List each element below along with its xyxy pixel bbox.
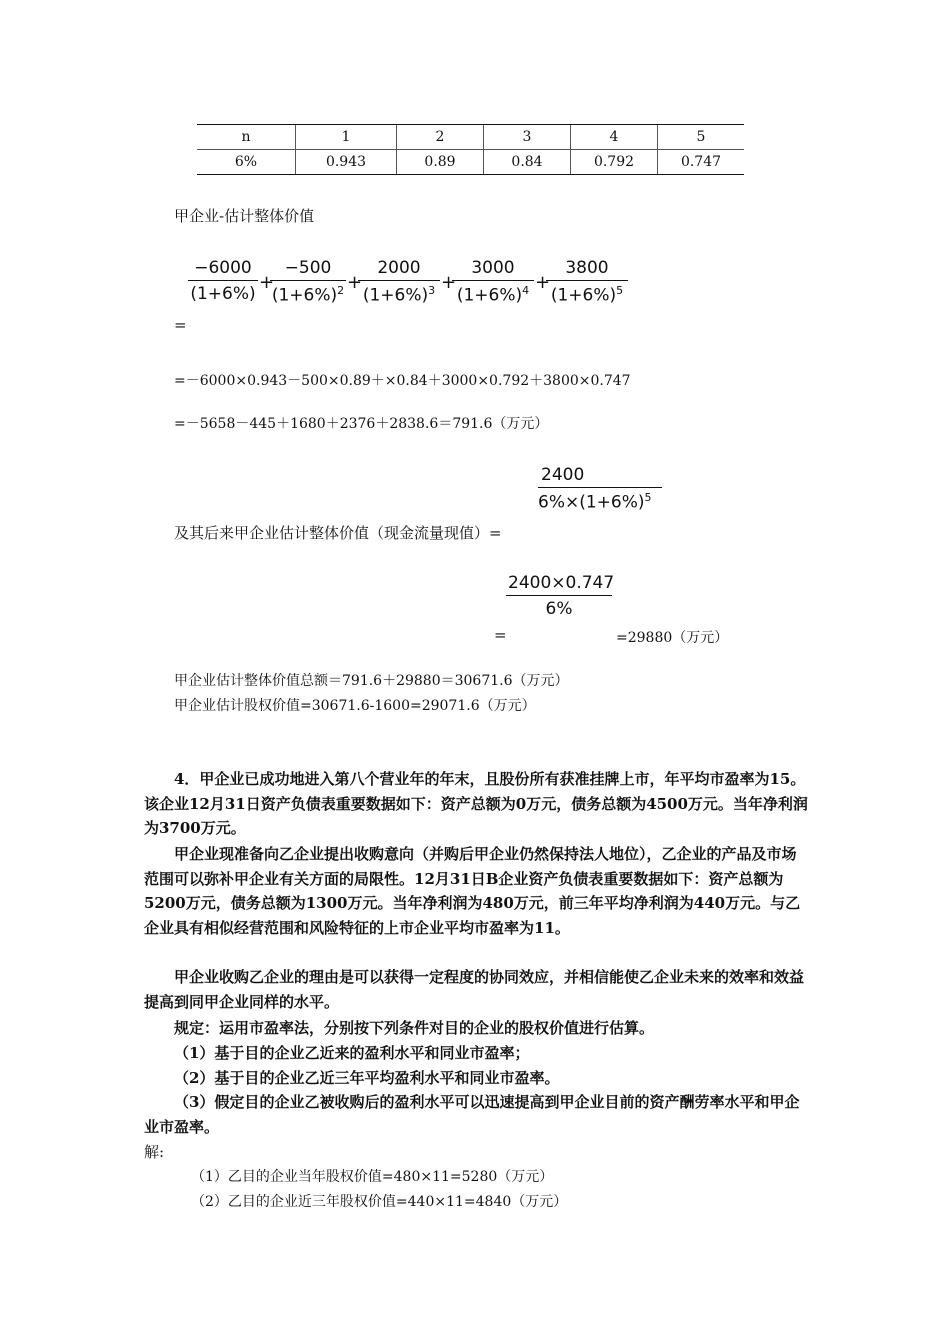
exponent: 3: [428, 284, 436, 297]
denominator-text: (1+6%): [550, 285, 617, 306]
fraction-term-3: [358, 258, 440, 306]
fraction-term-4: [452, 258, 534, 306]
denominator-text: (1+6%): [190, 284, 256, 304]
terminal-value-result: =29880（万元）: [616, 630, 729, 646]
fraction-denominator: [452, 280, 534, 306]
equals-sign: =: [494, 626, 507, 644]
discount-factor-table: [197, 124, 744, 175]
table-cell: n: [197, 125, 296, 150]
table-cell: 0.792: [571, 150, 658, 175]
denominator-text: (1+6%): [362, 285, 429, 306]
answer-1: （1）乙目的企业当年股权价值=480×11=5280（万元）: [191, 1169, 554, 1185]
terminal-value-fraction: [538, 465, 662, 513]
table-row: [197, 150, 744, 175]
question-4-requirement: 规定：运用市盈率法，分别按下列条件对目的企业的股权价值进行估算。: [174, 1019, 655, 1037]
exponent: 4: [522, 284, 530, 297]
solution-label: 解:: [144, 1143, 165, 1161]
fraction-numerator: 2400: [541, 465, 585, 485]
fraction-denominator: 6%: [506, 595, 612, 619]
table-cell: 0.943: [296, 150, 397, 175]
terminal-value-label: 及其后来甲企业估计整体价值（现金流量现值）=: [174, 524, 502, 542]
fraction-numerator: 2400×0.747: [508, 573, 615, 593]
denominator-text: 6%×(1+6%): [538, 492, 645, 513]
fraction-denominator: [546, 280, 628, 306]
table-cell: 5: [658, 125, 745, 150]
total-value-line: 甲企业估计整体价值总额＝791.6＋29880＝30671.6（万元）: [174, 673, 569, 689]
fraction-term-1: [188, 258, 258, 304]
fraction-numerator: 3800: [565, 258, 609, 278]
answer-2: （2）乙目的企业近三年股权价值=440×11=4840（万元）: [191, 1194, 568, 1210]
fraction-denominator: [358, 280, 440, 306]
calc-line-1: =－6000×0.943－500×0.89＋×0.84＋3000×0.792＋3800×0.747: [174, 373, 631, 389]
section-heading: 甲企业-估计整体价值: [174, 207, 315, 225]
equity-value-line: 甲企业估计股权价值=30671.6-1600=29071.6（万元）: [174, 698, 536, 714]
plus-sign: +: [441, 272, 457, 293]
fraction-denominator: [538, 487, 662, 513]
question-4-paragraph-3: 甲企业收购乙企业的理由是可以获得一定程度的协同效应，并相信能使乙企业未来的效率和效益提高到同甲企业同样的水平。: [144, 968, 805, 1011]
exponent: 5: [644, 491, 652, 504]
plus-sign: +: [347, 272, 363, 293]
table-header-row: [197, 125, 744, 150]
exponent: 5: [616, 284, 624, 297]
fraction-denominator: [270, 280, 346, 306]
fraction-term-2: [270, 258, 346, 306]
condition-1: （1）基于目的企业乙近来的盈利水平和同业市盈率；: [174, 1044, 530, 1062]
table-cell: 0.84: [484, 150, 571, 175]
table-cell: 1: [296, 125, 397, 150]
exponent: 2: [337, 284, 345, 297]
denominator-text: (1+6%): [456, 285, 523, 306]
question-4-paragraph-1: 4．甲企业已成功地进入第八个营业年的年末，且股份所有获准挂牌上市，年平均市盈率为15。该企业12月31日资产负债表重要数据如下：资产总额为0万元，债务总额为4500万元。当年净利润为3700万元。: [144, 770, 808, 837]
fraction-numerator: −500: [284, 258, 332, 278]
equals-sign: =: [174, 316, 187, 334]
plus-sign: +: [535, 272, 551, 293]
condition-2: （2）基于目的企业乙近三年平均盈利水平和同业市盈率。: [174, 1069, 560, 1087]
table-cell: 0.89: [397, 150, 484, 175]
fraction-term-5: [546, 258, 628, 306]
fraction-numerator: −6000: [194, 258, 252, 278]
question-4-paragraph-2: 甲企业现准备向乙企业提出收购意向（并购后甲企业仍然保持法人地位），乙企业的产品及市场范围可以弥补甲企业有关方面的局限性。12月31日B企业资产负债表重要数据如下：资产总额为5200万元，债务总额为1300万元。当年净利润为480万元，前三年平均净利润为440万元。与乙企业具有相似经营范围和风险特征的上市企业平均市盈率为11。: [144, 845, 801, 937]
fraction-denominator: [188, 280, 258, 304]
table-cell: 3: [484, 125, 571, 150]
fraction-numerator: 2000: [377, 258, 421, 278]
denominator-text: (1+6%): [271, 285, 338, 306]
condition-3: （3）假定目的企业乙被收购后的盈利水平可以迅速提高到甲企业目前的资产酬劳率水平和甲企业市盈率。: [144, 1093, 800, 1136]
table-cell: 2: [397, 125, 484, 150]
table-cell: 6%: [197, 150, 296, 175]
plus-sign: +: [259, 272, 275, 293]
terminal-value-fraction-2: [506, 573, 615, 619]
fraction-numerator: 3000: [471, 258, 515, 278]
table-cell: 4: [571, 125, 658, 150]
table-cell: 0.747: [658, 150, 745, 175]
calc-line-2: =－5658－445＋1680＋2376＋2838.6＝791.6（万元）: [174, 416, 549, 432]
